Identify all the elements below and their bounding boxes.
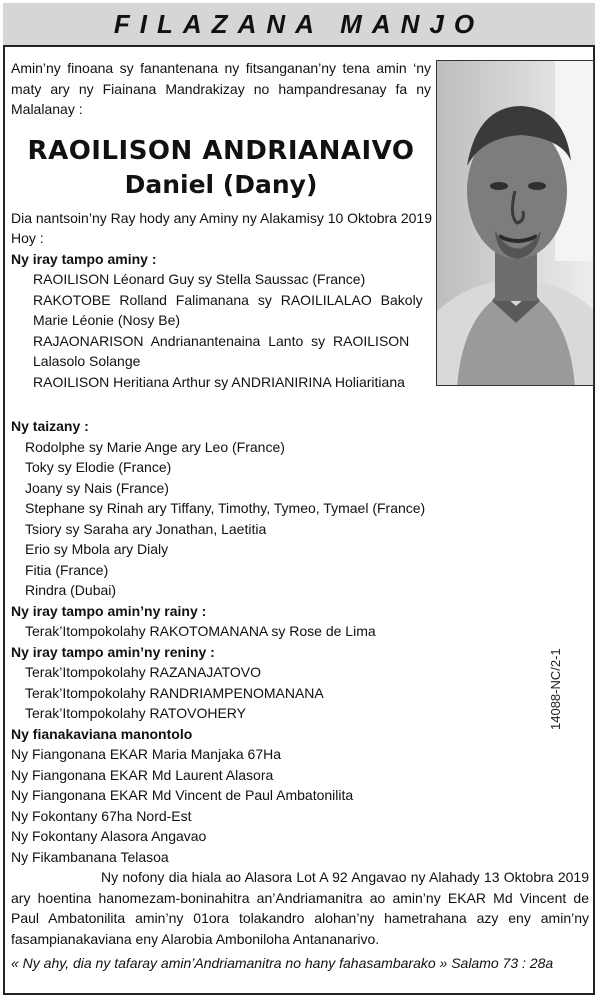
list-item: Lalasolo Solange — [33, 353, 141, 369]
list-item: Tsiory sy Saraha ary Jonathan, Laetitia — [25, 520, 267, 537]
section-heading-mother-side: Ny iray tampo amin’ny reniny : — [11, 643, 215, 660]
list-item: Ny Fikambanana Telasoa — [11, 848, 169, 865]
notice-body-lower — [11, 416, 589, 974]
portrait-image — [437, 61, 594, 386]
section-heading-extended: Ny fianakaviana manontolo — [11, 725, 193, 742]
list-item: Erio sy Mbola ary Dialy — [25, 541, 169, 557]
list-item: Terak’Itompokolahy RAZANAJATOVO — [25, 664, 262, 680]
deceased-firstname: Daniel (Dany) — [124, 169, 318, 199]
list-item: Toky sy Elodie (France) — [25, 459, 172, 475]
list-item: Stephane sy Rinah ary Tiffany, Timothy, Tymeo, Tymael (France) — [25, 500, 426, 516]
list-item: Ny Fokontany Alasora Angavao — [11, 828, 207, 844]
list-item: RAJAONARISON Andrianantenaina Lanto sy RAOILISON — [33, 332, 410, 349]
list-item: Ny Fiangonana EKAR Maria Manjaka 67Ha — [11, 746, 282, 762]
list-item: RAKOTOBE Rolland Falimanana sy RAOILILALAO Bakoly — [33, 291, 423, 308]
list-item: Terak’Itompokolahy RAKOTOMANANA sy Rose de Lima — [25, 623, 376, 639]
banner — [3, 3, 595, 47]
intro-text: Amin’ny finoana sy fanantenana ny fitsanganan’ny tena amin ‘ny maty ary ny Fiainana Mandrakizay no hampandresanay fa ny Malalanay : — [11, 60, 431, 117]
death-notice: Dia nantsoin’ny Ray hody any Aminy ny Alakamisy 10 Oktobra 2019 — [11, 209, 433, 226]
list-item: RAOILISON Heritiana Arthur sy ANDRIANIRINA Holiaritiana — [33, 373, 405, 390]
portrait-photo — [436, 60, 594, 386]
section-heading-children: Ny iray tampo aminy : — [11, 250, 157, 267]
notice-body — [11, 58, 431, 392]
list-item: Fitia (France) — [25, 561, 109, 578]
list-item: Ny Fiangonana EKAR Md Vincent de Paul Ambatonilita — [11, 787, 354, 803]
deceased-surname: RAOILISON ANDRIANAIVO — [27, 135, 415, 166]
hoy-label: Hoy : — [11, 230, 44, 246]
list-item: Rindra (Dubai) — [25, 582, 117, 598]
list-item: Terak’Itompokolahy RATOVOHERY — [25, 705, 246, 721]
list-item: Ny Fiangonana EKAR Md Laurent Alasora — [11, 766, 274, 783]
list-item: Ny Fokontany 67ha Nord-Est — [11, 807, 192, 824]
burial-details: Ny nofony dia hiala ao Alasora Lot A 92 Angavao ny Alahady 13 Oktobra 2019 ary hoentina hanomezam-boninahitra an’Andriamanitra ao amin’ny EKAR Md Vincent de Paul Ambatonilita amin’ny 01ora tolakandro alohan’ny hametrahana azy eny amin’ny fasampianakaviana eny Alarobia Amboniloha Antananarivo. — [11, 869, 589, 947]
list-item: Terak’Itompokolahy RANDRIAMPENOMANANA — [25, 684, 324, 701]
section-heading-father-side: Ny iray tampo amin’ny rainy : — [11, 602, 207, 619]
section-heading-nephews: Ny taizany : — [11, 418, 89, 434]
list-item: RAOILISON Léonard Guy sy Stella Saussac (France) — [33, 271, 366, 287]
list-item: Rodolphe sy Marie Ange ary Leo (France) — [25, 438, 285, 455]
reference-code: 14088-NC/2-1 — [548, 648, 563, 730]
list-item: Joany sy Nais (France) — [25, 479, 169, 496]
list-item: Marie Léonie (Nosy Be) — [33, 312, 181, 328]
scripture-quote: « Ny ahy, dia ny tafaray amin’Andriamanitra no hany fahasambarako » Salamo 73 : 28a — [11, 955, 554, 971]
banner-title: FILAZANA MANJO — [113, 8, 485, 39]
